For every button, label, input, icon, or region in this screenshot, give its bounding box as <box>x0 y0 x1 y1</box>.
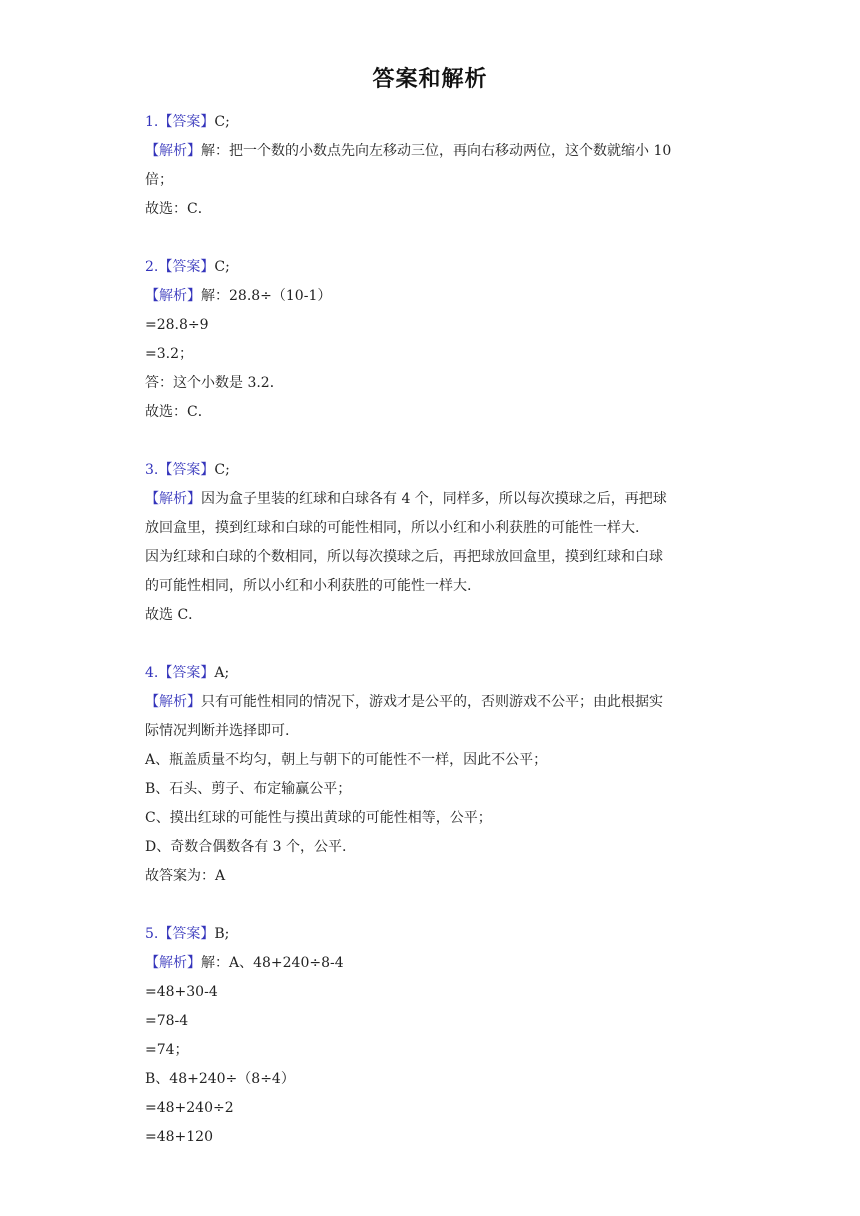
q1-answer-line <box>145 108 725 137</box>
q3-analysis-line <box>145 485 725 514</box>
q3-analysis-text: 因为盒子里装的红球和白球各有 4 个，同样多，所以每次摸球之后，再把球 <box>201 491 667 507</box>
q5-analysis-text: 解：A、48+240÷8-4 <box>201 955 344 971</box>
q4-analysis-line: 故答案为：A <box>145 868 226 884</box>
q3-answer-tag: 【答案】 <box>158 462 215 478</box>
q4-analysis-text: 只有可能性相同的情况下，游戏才是公平的，否则游戏不公平；由此根据实 <box>201 694 663 710</box>
spacer <box>145 891 725 920</box>
q1-answer-tag: 【答案】 <box>158 114 215 130</box>
spacer <box>145 427 725 456</box>
q3-analysis-line: 放回盒里，摸到红球和白球的可能性相同，所以小红和小利获胜的可能性一样大. <box>145 520 640 536</box>
q4-analysis-line: 际情况判断并选择即可. <box>145 723 290 739</box>
spacer <box>145 630 725 659</box>
q5-analysis-line: B、48+240÷（8÷4） <box>145 1071 295 1087</box>
q4-analysis-line: D、奇数合偶数各有 3 个，公平. <box>145 839 347 855</box>
q5-analysis-line: =48+240÷2 <box>145 1100 234 1116</box>
q2-analysis-line: =3.2； <box>145 346 193 362</box>
q5-analysis-line: =78-4 <box>145 1013 189 1029</box>
q2-analysis-line <box>145 282 725 311</box>
q4-answer-tag: 【答案】 <box>158 665 215 681</box>
q2-answer-line <box>145 253 725 282</box>
q4-analysis-line <box>145 688 725 717</box>
page-title: 答案和解析 <box>372 67 488 92</box>
q2-analysis-text: 解：28.8÷（10-1） <box>201 288 332 304</box>
answer-list <box>145 108 725 1152</box>
q1-number: 1. <box>145 114 159 130</box>
q1-analysis-tag: 【解析】 <box>145 143 201 159</box>
q5-analysis-line <box>145 949 725 978</box>
q3-number: 3. <box>145 462 159 478</box>
q4-answer-line <box>145 659 725 688</box>
q4-answer: A; <box>214 665 230 681</box>
q5-answer-tag: 【答案】 <box>158 926 215 942</box>
q3-analysis-line: 因为红球和白球的个数相同，所以每次摸球之后，再把球放回盒里，摸到红球和白球 <box>145 549 663 565</box>
q5-analysis-line: =74； <box>145 1042 189 1058</box>
q2-analysis-tag: 【解析】 <box>145 288 201 304</box>
q1-answer: C; <box>214 114 230 130</box>
q4-analysis-line: B、石头、剪子、布定输赢公平； <box>145 781 352 797</box>
q2-analysis-line: 答：这个小数是 3.2． <box>145 375 284 391</box>
q2-answer: C; <box>214 259 230 275</box>
q2-analysis-line: 故选：C． <box>145 404 212 420</box>
q5-number: 5. <box>145 926 159 942</box>
q5-analysis-line: =48+30-4 <box>145 984 218 1000</box>
q2-number: 2. <box>145 259 159 275</box>
q4-analysis-line: A、瓶盖质量不均匀，朝上与朝下的可能性不一样，因此不公平； <box>145 752 548 768</box>
q1-analysis-text: 解：把一个数的小数点先向左移动三位，再向右移动两位，这个数就缩小 10 <box>201 143 672 159</box>
q3-analysis-line: 故选 C． <box>145 607 203 623</box>
q1-analysis-line <box>145 137 725 166</box>
q5-answer: B; <box>214 926 230 942</box>
q5-analysis-tag: 【解析】 <box>145 955 201 971</box>
q4-analysis-tag: 【解析】 <box>145 694 201 710</box>
q2-answer-tag: 【答案】 <box>158 259 215 275</box>
q4-analysis-line: C、摸出红球的可能性与摸出黄球的可能性相等，公平； <box>145 810 492 826</box>
q3-answer-line <box>145 456 725 485</box>
q1-analysis-line: 故选：C． <box>145 201 212 217</box>
q5-analysis-line: =48+120 <box>145 1129 213 1145</box>
q3-analysis-line: 的可能性相同，所以小红和小利获胜的可能性一样大. <box>145 578 472 594</box>
q3-answer: C; <box>214 462 230 478</box>
q4-number: 4. <box>145 665 159 681</box>
q2-analysis-line: =28.8÷9 <box>145 317 209 333</box>
spacer <box>145 224 725 253</box>
q3-analysis-tag: 【解析】 <box>145 491 201 507</box>
q1-analysis-line: 倍； <box>145 172 173 188</box>
q5-answer-line <box>145 920 725 949</box>
